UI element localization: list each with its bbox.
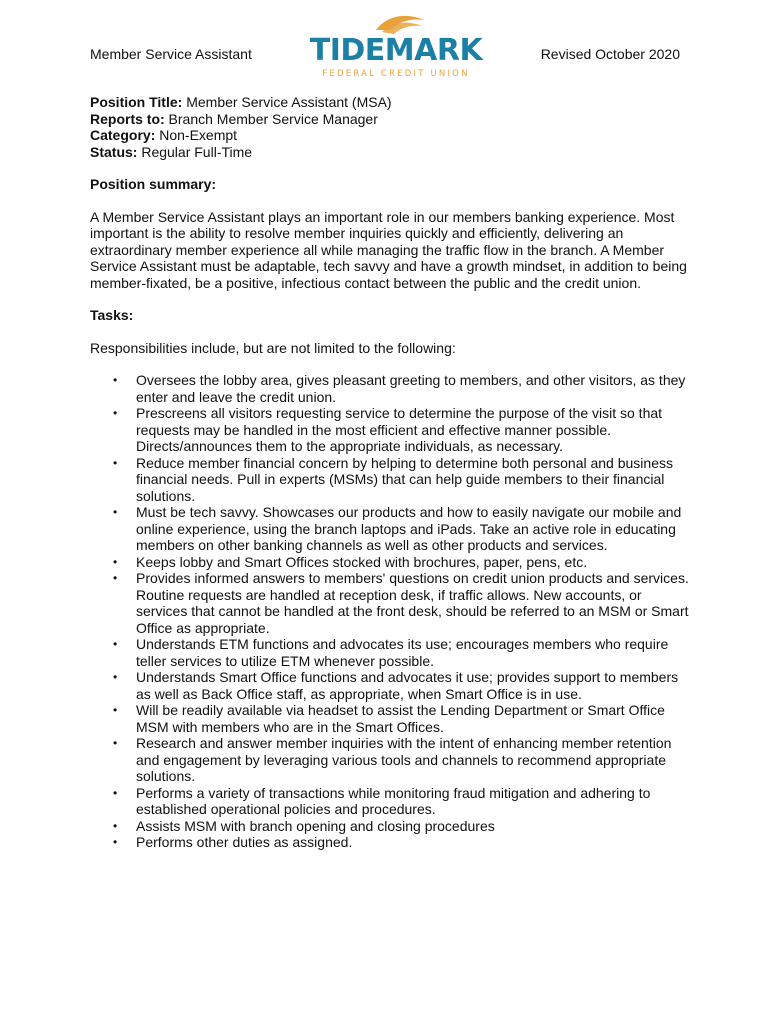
tasks-list <box>90 372 690 851</box>
bullet-icon: • <box>113 505 118 519</box>
task-text: Reduce member financial concern by helping to determine both personal and business financial needs. Pull in experts (MSMs) that can help guide members to their financial solutions. <box>136 454 673 504</box>
bullet-icon: • <box>113 637 118 651</box>
task-text: Performs other duties as assigned. <box>136 834 353 850</box>
position-meta <box>90 94 690 160</box>
meta-status <box>90 144 690 161</box>
bullet-icon: • <box>113 703 118 717</box>
header-left-text: Member Service Assistant <box>90 46 252 62</box>
bullet-icon: • <box>113 736 118 750</box>
tasks-heading: Tasks: <box>90 307 134 323</box>
bullet-icon: • <box>113 571 118 585</box>
bullet-icon: • <box>113 373 118 387</box>
task-text: Provides informed answers to members' questions on credit union products and services. Routine requests are handled at reception desk, if traffic allows. New accounts, or services that cannot be handled at the front desk, should be referred to an MSM or Smart Office as appropriate. <box>136 570 689 636</box>
task-text: Oversees the lobby area, gives pleasant greeting to members, and other visitors, as they enter and leave the credit union. <box>136 372 686 405</box>
meta-label: Status: <box>90 143 138 160</box>
meta-label: Category: <box>90 127 156 143</box>
meta-label: Position Title: <box>90 94 183 110</box>
task-text: Research and answer member inquiries with the intent of enhancing member retention and engagement by leveraging various tools and channels to recommend appropriate solutions. <box>136 735 672 784</box>
task-text: Will be readily available via headset to assist the Lending Department or Smart Office MSM with members who are in the Smart Offices. <box>136 702 665 735</box>
tidemark-logo <box>306 10 486 80</box>
meta-value: Non-Exempt <box>155 127 238 143</box>
meta-value: Branch Member Service Manager <box>164 110 378 127</box>
logo-subtitle: FEDERAL CREDIT UNION <box>322 69 470 79</box>
task-item <box>90 702 690 735</box>
document-body <box>90 94 690 851</box>
task-item <box>90 636 690 669</box>
bullet-icon: • <box>113 785 118 800</box>
task-text: Must be tech savvy. Showcases our products and how to easily navigate our mobile and online experience, using the branch laptops and iPads. Take an active role in educating members on other banking channels as well as other products and services. <box>136 504 682 553</box>
task-item <box>90 570 690 636</box>
task-text: Understands ETM functions and advocates its use; encourages members who require teller services to utilize ETM whenever possible. <box>136 636 669 669</box>
logo-wordmark: TIDEMARK <box>309 33 483 68</box>
task-text: Keeps lobby and Smart Offices stocked with brochures, paper, pens, etc. <box>136 553 588 570</box>
bullet-icon: • <box>113 406 118 420</box>
task-item <box>90 372 690 405</box>
bullet-icon: • <box>113 818 118 833</box>
meta-category <box>90 127 690 144</box>
task-item <box>90 405 690 455</box>
summary-paragraph: A Member Service Assistant plays an important role in our members banking experience. Most important is the ability to resolve member inquiries quickly and efficiently, delivering an extraordinary member experience all while managing the traffic flow in the branch. A Member Service Assistant must be adaptable, tech savvy and have a growth mindset, in addition to being member-fixated, be a positive, infectious contact between the public and the credit union. <box>90 208 687 291</box>
meta-value: Regular Full-Time <box>137 143 253 160</box>
meta-value: Member Service Assistant (MSA) <box>182 94 392 110</box>
task-item <box>90 785 690 818</box>
task-item <box>90 735 690 785</box>
meta-position-title <box>90 94 690 111</box>
bullet-icon: • <box>113 554 118 569</box>
task-item <box>90 455 690 505</box>
task-text: Understands Smart Office functions and advocates it use; provides support to members as well as Back Office staff, as appropriate, when Smart Office is in use. <box>136 669 679 702</box>
task-text: Performs a variety of transactions while monitoring fraud mitigation and adhering to established operational policies and procedures. <box>136 784 651 817</box>
task-item <box>90 504 690 554</box>
task-item <box>90 834 690 851</box>
bullet-icon: • <box>113 670 118 684</box>
meta-label: Reports to: <box>90 110 165 127</box>
bullet-icon: • <box>113 835 118 849</box>
task-item <box>90 818 690 835</box>
task-text: Prescreens all visitors requesting service to determine the purpose of the visit so that requests may be handled in the most efficient and effective manner possible. Directs/announces them to the appropriate individuals, as necessary. <box>136 405 663 454</box>
header-right-text: Revised October 2020 <box>540 46 680 62</box>
bullet-icon: • <box>113 455 118 470</box>
task-item <box>90 554 690 571</box>
task-text: Assists MSM with branch opening and closing procedures <box>136 817 495 834</box>
meta-reports-to <box>90 111 690 128</box>
tasks-intro: Responsibilities include, but are not limited to the following: <box>90 339 456 356</box>
task-item <box>90 669 690 702</box>
summary-heading: Position summary: <box>90 176 217 192</box>
